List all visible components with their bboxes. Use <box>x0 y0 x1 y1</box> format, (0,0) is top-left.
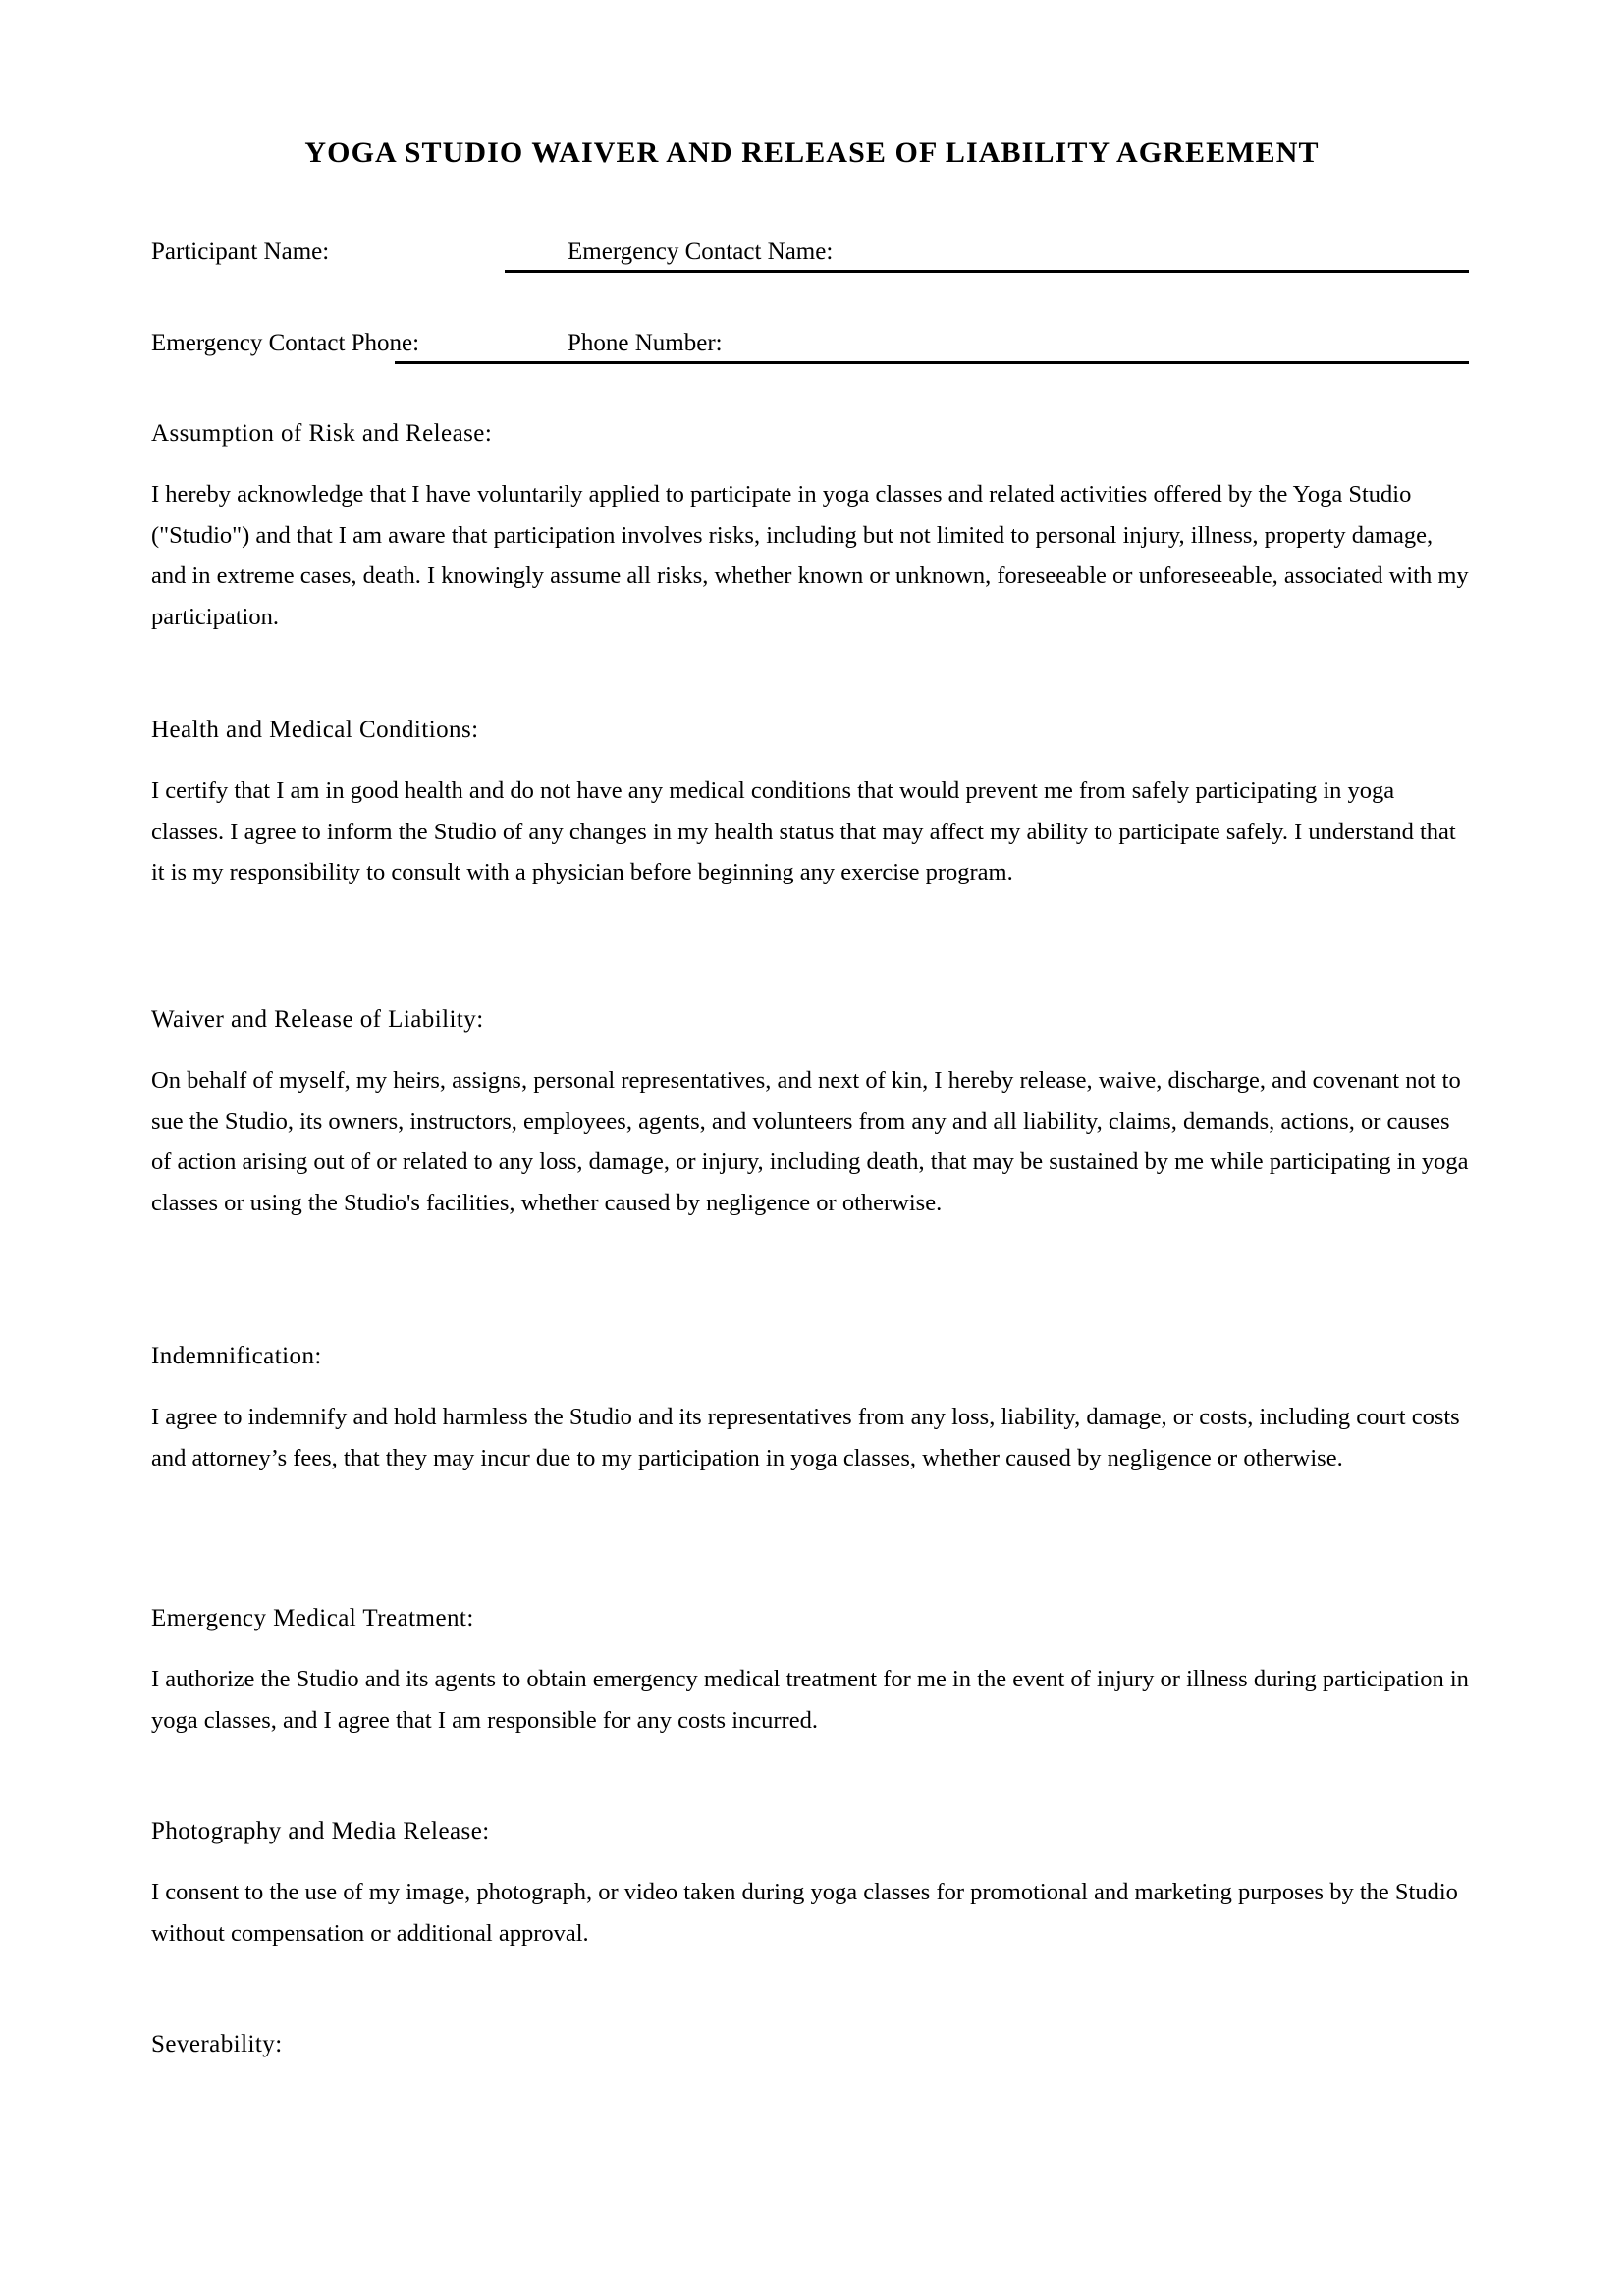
participant-name-input-rule[interactable] <box>505 270 1469 273</box>
participant-name-label: Participant Name: <box>151 239 330 265</box>
section-assumption-of-risk <box>151 417 1471 637</box>
phone-number-input-rule[interactable] <box>395 361 1469 364</box>
emergency-contact-phone-label: Emergency Contact Phone: <box>151 330 420 356</box>
section-heading: Indemnification: <box>151 1343 322 1369</box>
section-body: I hereby acknowledge that I have voluntarily applied to participate in yoga classes and related activities offered by the Yoga Studio ("Studio") and that I am aware that participation involves risks, including but not limited to personal injury, illness, property damage, and in extreme cases, death. I knowingly assume all risks, whether known or unknown, foreseeable or unforeseeable, associated with my participation. <box>151 481 1469 630</box>
section-waiver-and-release-of-liability <box>151 1003 1471 1223</box>
section-indemnification <box>151 1340 1471 1478</box>
section-body: I agree to indemnify and hold harmless the Studio and its representatives from any loss, liability, damage, or costs, including court costs and attorney’s fees, that they may incur due to my participation in yoga classes, whether caused by negligence or otherwise. <box>151 1404 1460 1471</box>
section-heading: Waiver and Release of Liability: <box>151 1006 484 1033</box>
emergency-contact-name-label: Emergency Contact Name: <box>568 239 834 265</box>
section-severability <box>151 2028 1471 2085</box>
section-body: I authorize the Studio and its agents to obtain emergency medical treatment for me in the event of injury or illness during participation in yoga classes, and I agree that I am responsible for any costs incurred. <box>151 1666 1469 1734</box>
section-health-and-medical-conditions <box>151 714 1471 893</box>
phone-number-label: Phone Number: <box>568 330 723 356</box>
section-heading: Severability: <box>151 2031 283 2057</box>
form-field-row-participant <box>151 236 1469 281</box>
section-heading: Photography and Media Release: <box>151 1818 490 1844</box>
page-title: YOGA STUDIO WAIVER AND RELEASE OF LIABILITY AGREEMENT <box>304 136 1320 170</box>
form-field-row-phone <box>151 327 1469 372</box>
section-heading: Health and Medical Conditions: <box>151 717 479 743</box>
section-body: I consent to the use of my image, photograph, or video taken during yoga classes for promotional and marketing purposes by the Studio without compensation or additional approval. <box>151 1879 1458 1947</box>
section-body: On behalf of myself, my heirs, assigns, personal representatives, and next of kin, I hereby release, waive, discharge, and covenant not to sue the Studio, its owners, instructors, employees, agents, and volunteers from any and all liability, claims, demands, actions, or causes of action arising out of or related to any loss, damage, or injury, including death, that may be sustained by me while participating in yoga classes or using the Studio's facilities, whether caused by negligence or otherwise. <box>151 1067 1469 1216</box>
section-heading: Emergency Medical Treatment: <box>151 1605 474 1631</box>
section-heading: Assumption of Risk and Release: <box>151 420 493 447</box>
section-body: I certify that I am in good health and do not have any medical conditions that would prevent me from safely participating in yoga classes. I agree to inform the Studio of any changes in my health status that may affect my ability to participate safely. I understand that it is my responsibility to consult with a physician before beginning any exercise program. <box>151 777 1456 885</box>
section-emergency-medical-treatment <box>151 1602 1471 1740</box>
section-photography-and-media-release <box>151 1815 1471 1953</box>
